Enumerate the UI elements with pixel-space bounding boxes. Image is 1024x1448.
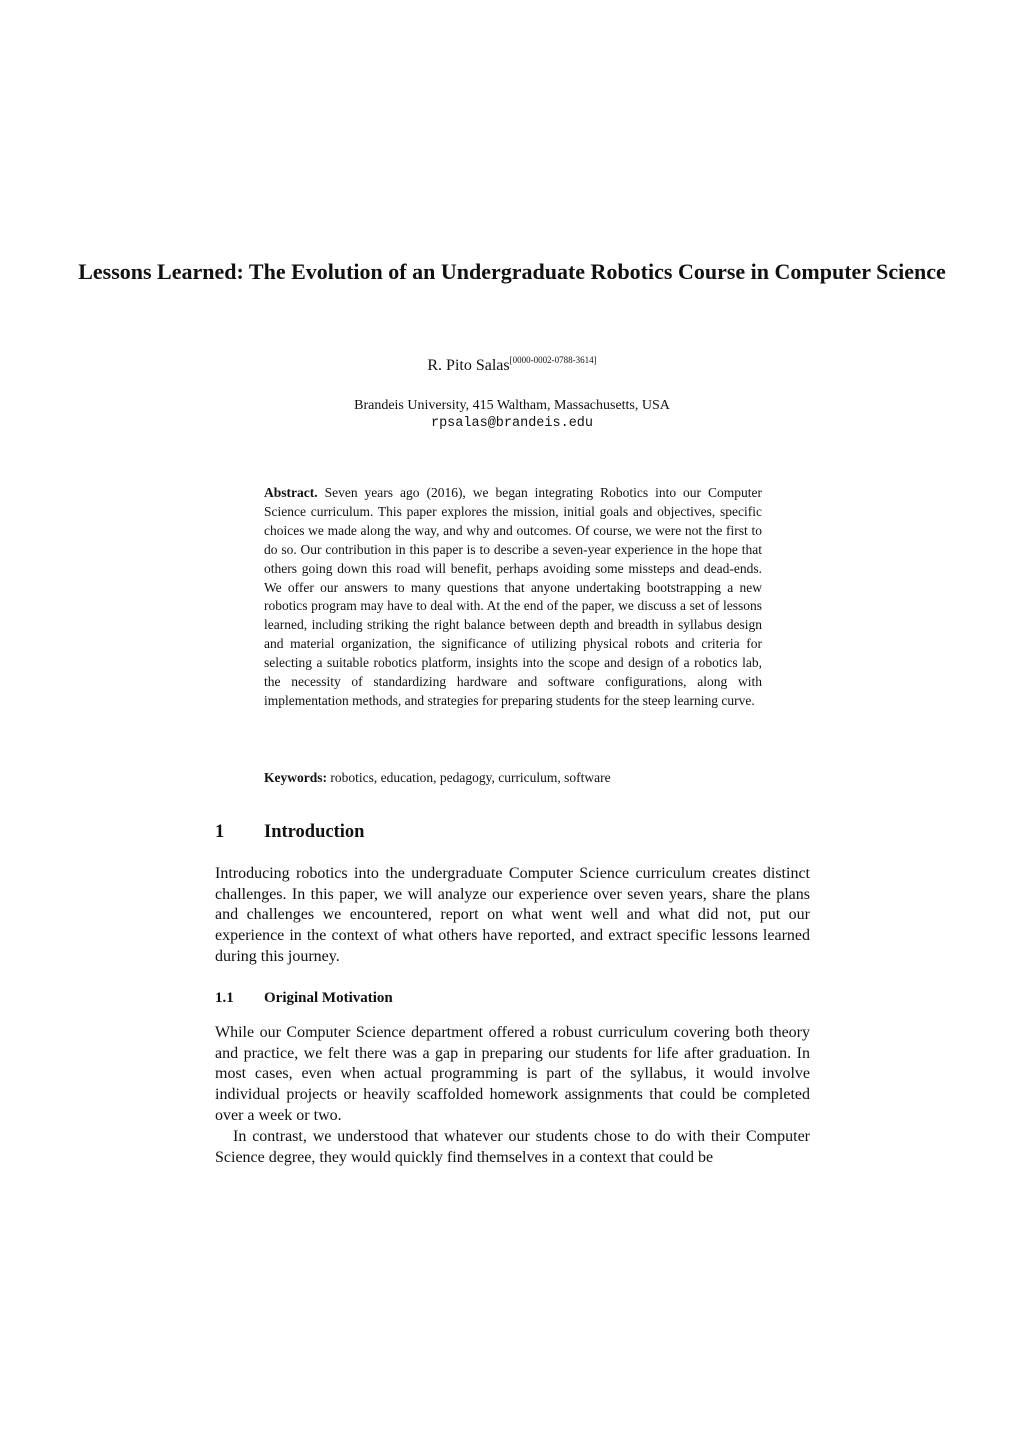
keywords-text: robotics, education, pedagogy, curriculum, software [330,770,611,785]
author-email: rpsalas@brandeis.edu [430,416,594,431]
keywords [264,768,762,787]
motivation-paragraph: In contrast, we understood that whatever our students chose to do with their Computer Science degree, they would quickly find themselves in a context that could be [215,1128,810,1166]
section-title: Introduction [264,822,365,842]
abstract-label: Abstract. [264,485,318,500]
subsection-heading-original-motivation [215,987,393,1009]
paper-title: Lessons Learned: The Evolution of an Undergraduate Robotics Course in Computer Science [78,259,946,284]
author-name: R. Pito Salas [427,357,510,374]
author-affiliation: Brandeis University, 415 Waltham, Massachusetts, USA [354,398,670,413]
keywords-label: Keywords: [264,770,327,785]
section-number: 1 [215,822,225,842]
author-line [0,354,1024,378]
abstract-text: Seven years ago (2016), we began integrating Robotics into our Computer Science curriculum. This paper explores the mission, initial goals and objectives, specific choices we made along the way, and why and outcomes. Of course, we were not the first to do so. Our contribution in this paper is to describe a seven-year experience in the hope that others going down this road will benefit, perhaps avoiding some missteps and dead-ends. We offer our answers to many questions that anyone undertaking bootstrapping a new robotics program may have to deal with. At the end of the paper, we discuss a set of lessons learned, including striking the right balance between depth and breadth in syllabus design and material organization, the significance of utilizing physical robots and criteria for selecting a suitable robotics platform, insights into the scope and design of a robotics lab, the necessity of standardizing hardware and software configurations, along with implementation methods, and strategies for preparing students for the steep learning curve. [264,485,762,708]
author-orcid: [0000-0002-0788-3614] [509,355,597,365]
introduction-paragraph: Introducing robotics into the undergraduate Computer Science curriculum creates distinct challenges. In this paper, we will analyze our experience over seven years, share the plans and challenges we encountered, report on what went well and what did not, put our experience in the context of what others have reported, and extract specific lessons learned during this journey. [215,865,810,965]
motivation-paragraph: While our Computer Science department offered a robust curriculum covering both theory and practice, we felt there was a gap in preparing our students for life after graduation. In most cases, even when actual programming is part of the syllabus, it would involve individual projects or heavily scaffolded homework assignments that could be completed over a week or two. [215,1024,810,1124]
subsection-number: 1.1 [215,990,234,1006]
section-heading-introduction [215,819,364,845]
abstract [264,484,762,711]
subsection-title: Original Motivation [264,990,393,1006]
